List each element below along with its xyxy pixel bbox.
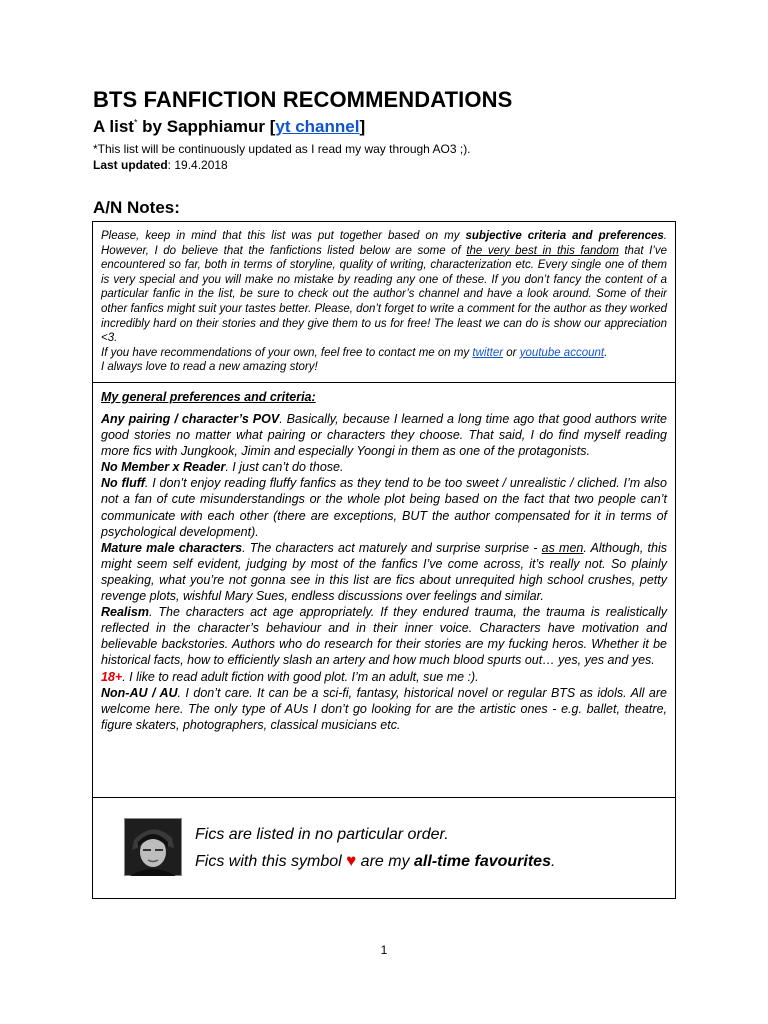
criteria-text: . The characters act age appropriately. If they endured trauma, the trauma is realistically reflected in the character’s behaviour and in their inner voice. Characters have motivation and believable backstories. Authors who do research for their stories are my fucking heros. Whether it be historical facts, how to efficiently slash an artery and how much blood spurts out… yes, yes and yes. (101, 605, 667, 668)
legend-text: . (550, 853, 556, 870)
an-notes-text: Please, keep in mind that this list was put together based on my (101, 230, 466, 242)
criteria-text: . I just can’t do those. (225, 460, 344, 475)
legend-text: are my (356, 853, 415, 870)
legend-order-note: Fics are listed in no particular order. (195, 826, 449, 843)
criteria-label: No fluff (101, 476, 145, 491)
criteria-item (101, 604, 667, 668)
last-updated-value: : 19.4.2018 (167, 158, 228, 172)
an-notes-text: that I’ve encountered so far, both in terms of storyline, quality of writing, characterization etc. Every single one of them is very special and you will make no mistake by reading any one of these. If you don’t fancy the content of a particular fanfic in the list, be sure to check out the author’s channel and have a look around. Some of their other fanfics might suit your tastes better. Please, don’t forget to write a comment for the author as they worked incredibly hard on their stories and they give them to us for free! The least we can do is show our appreciation <3. (101, 244, 668, 345)
legend-box (92, 797, 676, 899)
an-notes-underlined: the very best in this fandom (466, 244, 619, 257)
criteria-label: Realism (101, 605, 149, 620)
criteria-item (101, 685, 667, 733)
subtitle-author: by Sapphiamur [ (137, 117, 276, 136)
last-updated (93, 158, 228, 172)
criteria-text: . I don’t care. It can be a sci-fi, fantasy, historical novel or regular BTS as idols. All are welcome here. The only type of AUs I don’t go looking for are the artistic ones - e.g. ballet, theatre, figure skaters, photographers, classical musicians etc. (101, 685, 667, 732)
last-updated-label: Last updated (93, 158, 168, 172)
youtube-account-link[interactable]: youtube account (519, 346, 605, 359)
criteria-underlined: as men (541, 540, 584, 555)
contact-text: If you have recommendations of your own, feel free to contact me on my (101, 346, 473, 359)
criteria-label: Any pairing / character’s POV (101, 412, 280, 426)
subtitle-prefix: A list (93, 117, 134, 136)
twitter-link[interactable]: twitter (472, 346, 504, 359)
criteria-item (101, 669, 667, 685)
contact-text: or (503, 346, 520, 359)
author-avatar (124, 818, 182, 876)
criteria-item (101, 411, 667, 459)
criteria-label: Mature male characters (101, 540, 243, 555)
criteria-box (92, 382, 676, 798)
criteria-heading: My general preferences and criteria: (101, 390, 316, 404)
legend-emphasis: all-time favourites (414, 853, 551, 870)
page-title: BTS FANFICTION RECOMMENDATIONS (93, 87, 513, 112)
criteria-item (101, 540, 667, 604)
update-note: *This list will be continuously updated as I read my way through AO3 ;). (93, 142, 471, 156)
adult-badge: 18+ (101, 669, 123, 684)
subtitle-suffix: ] (359, 117, 366, 136)
criteria-item (101, 459, 667, 475)
subtitle (93, 117, 365, 137)
an-notes-text: . However, I do believe that the fanfictions listed below are some of (101, 230, 667, 257)
criteria-text: . The characters act maturely and surprise surprise - (242, 540, 542, 555)
legend-text: Fics with this symbol (195, 853, 347, 870)
page-number: 1 (380, 943, 388, 957)
criteria-label: No Member x Reader (101, 460, 226, 475)
criteria-text: . I like to read adult fiction with good plot. I’m an adult, sue me :). (122, 669, 479, 684)
an-notes-box (92, 221, 676, 383)
contact-paragraph (101, 346, 667, 361)
subtitle-footnote-mark: * (133, 117, 138, 128)
criteria-text: . Although, this might seem self evident, judging by most of the fanfics I’ve come across, it’s really not. So plainly speaking, what you’re not gonna see in this list are fics about unrequited high school crushes, petty revenge plots, wishful Mary Sues, endless discussions over feelings and similar. (101, 540, 667, 604)
an-notes-heading: A/N Notes: (93, 198, 180, 217)
legend-favourites-note (195, 851, 555, 871)
heart-icon: ♥ (346, 851, 357, 870)
an-notes-emphasis: subjective criteria and preferences (465, 230, 664, 242)
criteria-text: . I don’t enjoy reading fluffy fanfics as they tend to be too sweet / unrealistic / cliched. I’m also not a fan of cute misunderstandings or the whole plot being based on the fact that two people can’t communicate with each other (there are exceptions, BUT the author compensated for it in terms of psychological development). (101, 476, 667, 539)
criteria-item (101, 475, 667, 539)
avatar-portrait-icon (124, 818, 182, 876)
criteria-label: Non-AU / AU (101, 685, 178, 700)
yt-channel-link[interactable]: yt channel (275, 117, 360, 136)
an-notes-paragraph (101, 229, 667, 346)
contact-text: . (604, 346, 608, 359)
criteria-text: . Basically, because I learned a long time ago that good authors write good stories no matter what pairing or characters they choose. That said, I do find myself reading more fics with Jungkook, Jimin and especially Yoongi in them as one of the protagonists. (101, 412, 667, 459)
closing-line: I always love to read a new amazing story! (101, 361, 318, 374)
